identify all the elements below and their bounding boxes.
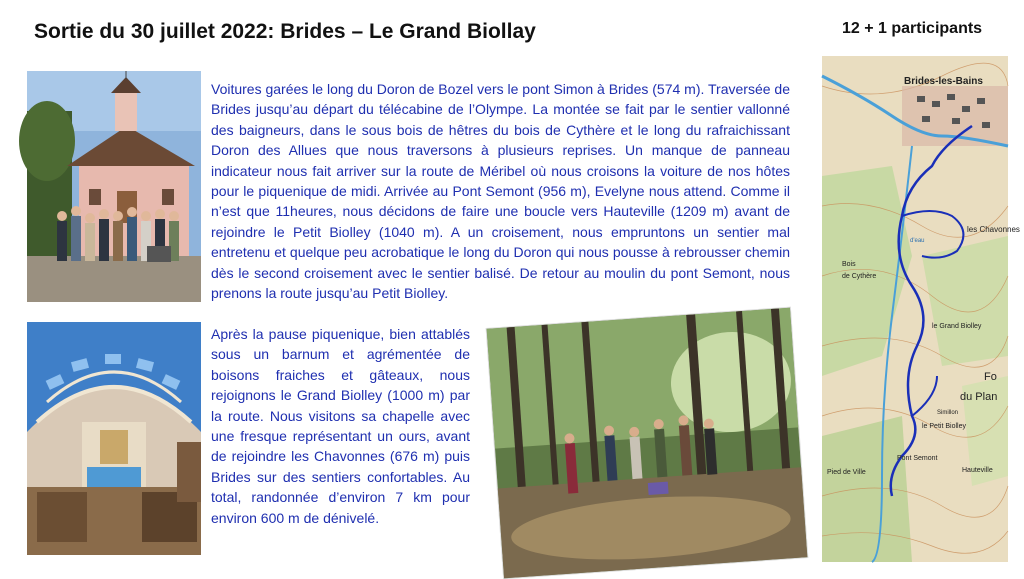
map-label-simillon: Simillon [937,410,959,416]
photo-group-at-chapel [27,71,201,302]
map-label-bois: Bois [842,261,856,268]
page-title: Sortie du 30 juillet 2022: Brides – Le Grand Biollay [34,20,536,43]
map-label-cythere: de Cythère [842,273,877,280]
map-label-grand-biolley: le Grand Biolley [932,323,982,330]
participants-count: 12 + 1 participants [842,20,983,37]
map-label-hauteville: Hauteville [962,467,993,474]
narrative-paragraph-1: Voitures garées le long du Doron de Bozel vers le pont Simon à Brides (574 m). Traversée de Brides jusqu’au départ du télécabine de l’Olympe. La montée se fait par le sentier vallonné des baigneurs, dans le sous bois de hêtres du bois de Cythère et le long du rafraichissant Doron des Allues que nous traversons à plusieurs reprises. Un manque de panneau indicateur nous fait arriver sur la route de Méribel où nous croisons la voiture de nos hôtes pour le piquenique de midi. Arrivée au Pont Semont (956 m), Evelyne nous attend. Comme il n’est que 11heures, nous décidons de faire une boucle vers Hauteville (1209 m) avant de rejoindre le Petit Biolley (1040 m). A un croisement, nous empruntons un sentier mal entretenu et quelque peu acrobatique le long du Doron qui nous pousse à rebrousser chemin dès le second croisement avec le sentier balisé. De retour au moulin du pont Semont, nous prenons la route jusqu’au Petit Biolley. [211,81,790,302]
photo-chapel-interior [27,322,201,555]
map-label-plan-2: du Plan [960,391,998,403]
topographic-route-map [822,56,1020,562]
map-label-town: Brides-les-Bains [904,76,983,87]
map-label-chavonnes: les Chavonnes [967,225,1020,234]
map-label-pied-de-ville: Pied de Ville [827,469,866,476]
narrative-paragraph-2: Après la pause piquenique, bien attablés sous un barnum et agrémentée de boisons fraiches et gâteaux, nous rejoignons le Grand Biolley (1000 m) par la route. Nous visitons sa chapelle avec une fresque représentant un ours, avant de rejoindre les Chavonnes (676 m) puis Brides sur des sentiers confortables. Au total, randonnée d’environ 7 km pour environ 600 m de dénivelé. [211,326,470,526]
map-label-doron: d'eau [910,238,925,244]
map-label-plan-1: Fo [984,371,997,383]
map-label-petit-biolley: le Petit Biolley [922,423,966,430]
map-label-pont-semont: Pont Semont [897,455,938,462]
photo-group-in-forest [486,307,809,579]
